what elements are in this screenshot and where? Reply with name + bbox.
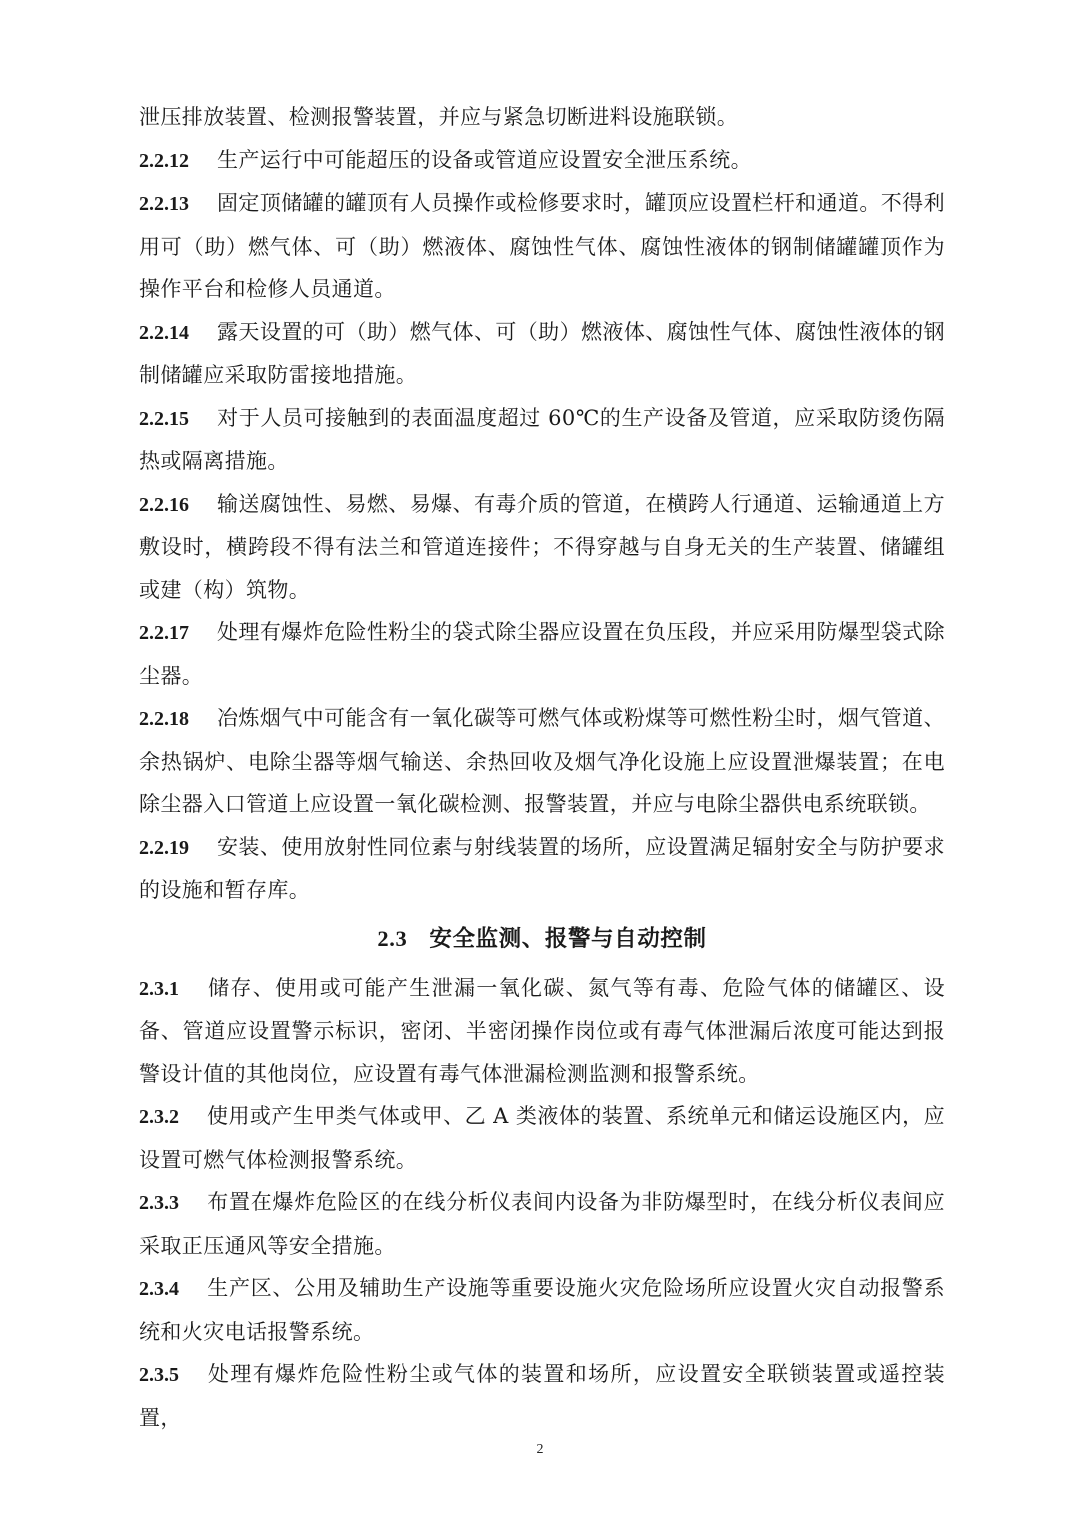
clause-text: 使用或产生甲类气体或甲、乙 A 类液体的装置、系统单元和储运设施区内，应设置可燃气体检测报警系统。 <box>139 1104 945 1172</box>
clause-number: 2.2.16 <box>139 493 189 516</box>
clause-number: 2.2.18 <box>139 708 189 730</box>
clause-2-3-1 <box>139 967 945 1096</box>
clause-text: 处理有爆炸危险性粉尘的袋式除尘器应设置在负压段，并应采用防爆型袋式除尘器。 <box>139 620 945 688</box>
clause-text: 固定顶储罐的罐顶有人员操作或检修要求时，罐顶应设置栏杆和通道。不得利用可（助）燃气体、可（助）燃液体、腐蚀性气体、腐蚀性液体的钢制储罐罐顶作为操作平台和检修人员通道。 <box>139 191 945 301</box>
clause-number: 2.2.13 <box>139 193 189 215</box>
clause-number: 2.3.5 <box>139 1364 179 1386</box>
clause-number: 2.3.1 <box>139 977 179 1000</box>
clause-2-2-12 <box>139 139 945 183</box>
clause-text: 处理有爆炸危险性粉尘或气体的装置和场所，应设置安全联锁装置或遥控装置， <box>139 1362 945 1430</box>
clause-2-2-14 <box>139 311 945 397</box>
section-title: 安全监测、报警与自动控制 <box>429 925 707 952</box>
clause-number: 2.2.15 <box>139 407 189 430</box>
clause-number: 2.3.4 <box>139 1278 179 1300</box>
clause-2-3-5 <box>139 1353 945 1439</box>
clause-2-2-19 <box>139 826 945 912</box>
clause-number: 2.3.2 <box>139 1106 179 1128</box>
paragraph-continued <box>139 96 945 139</box>
clause-number: 2.2.17 <box>139 622 189 644</box>
clause-number: 2.2.14 <box>139 321 189 344</box>
clause-2-3-3 <box>139 1181 945 1267</box>
clause-text: 露天设置的可（助）燃气体、可（助）燃液体、腐蚀性气体、腐蚀性液体的钢制储罐应采取防雷接地措施。 <box>139 319 945 387</box>
clause-2-2-13 <box>139 182 945 311</box>
clause-text: 输送腐蚀性、易燃、易爆、有毒介质的管道，在横跨人行通道、运输通道上方敷设时，横跨段不得有法兰和管道连接件；不得穿越与自身无关的生产装置、储罐组或建（构）筑物。 <box>139 491 945 602</box>
paragraph-text: 泄压排放装置、检测报警装置，并应与紧急切断进料设施联锁。 <box>139 105 739 129</box>
clause-2-3-4 <box>139 1267 945 1353</box>
clause-number: 2.2.12 <box>139 149 189 172</box>
clause-2-2-18 <box>139 697 945 826</box>
clause-text: 对于人员可接触到的表面温度超过 60℃的生产设备及管道，应采取防烫伤隔热或隔离措施。 <box>139 405 945 473</box>
clause-text: 生产区、公用及辅助生产设施等重要设施火灾危险场所应设置火灾自动报警系统和火灾电话报警系统。 <box>139 1276 945 1344</box>
page-number: 2 <box>536 1442 544 1457</box>
clause-number: 2.2.19 <box>139 836 189 859</box>
section-heading <box>139 917 945 961</box>
clause-2-2-17 <box>139 611 945 697</box>
clause-2-2-15 <box>139 397 945 483</box>
clause-number: 2.3.3 <box>139 1192 179 1214</box>
clause-text: 生产运行中可能超压的设备或管道应设置安全泄压系统。 <box>217 147 752 172</box>
clause-text: 安装、使用放射性同位素与射线装置的场所，应设置满足辐射安全与防护要求的设施和暂存库。 <box>139 834 945 902</box>
clause-2-2-16 <box>139 483 945 612</box>
section-number: 2.3 <box>377 925 408 951</box>
clause-text: 冶炼烟气中可能含有一氧化碳等可燃气体或粉煤等可燃性粉尘时，烟气管道、余热锅炉、电除尘器等烟气输送、余热回收及烟气净化设施上应设置泄爆装置；在电除尘器入口管道上应设置一氧化碳检测、报警装置，并应与电除尘器供电系统联锁。 <box>139 706 945 816</box>
clause-text: 储存、使用或可能产生泄漏一氧化碳、氮气等有毒、危险气体的储罐区、设备、管道应设置警示标识，密闭、半密闭操作岗位或有毒气体泄漏后浓度可能达到报警设计值的其他岗位，应设置有毒气体泄漏检测监测和报警系统。 <box>139 975 945 1086</box>
clause-2-3-2 <box>139 1095 945 1181</box>
page-body <box>139 96 945 1439</box>
clause-text: 布置在爆炸危险区的在线分析仪表间内设备为非防爆型时，在线分析仪表间应采取正压通风等安全措施。 <box>139 1190 945 1258</box>
